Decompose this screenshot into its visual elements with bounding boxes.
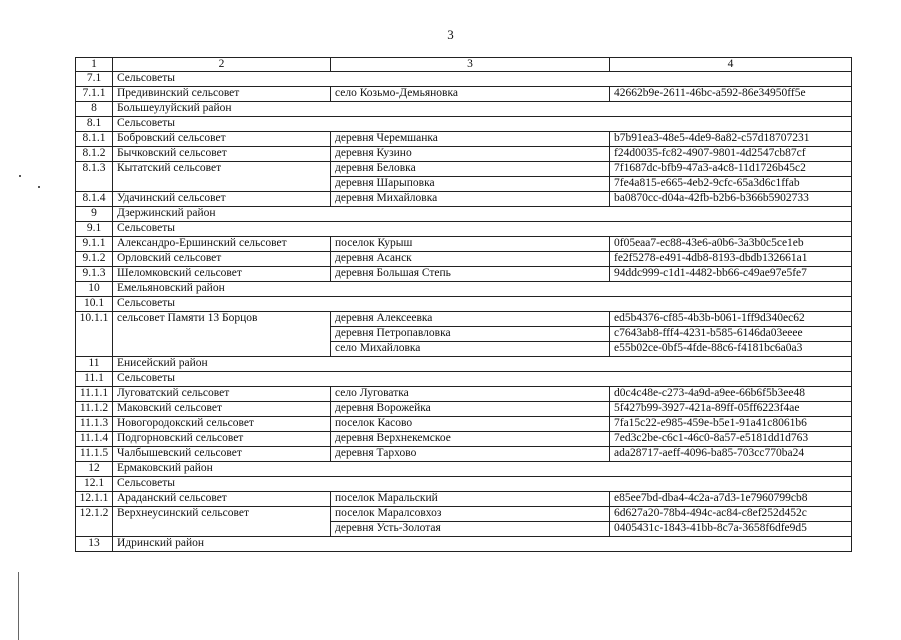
council-name: Предивинский сельсовет: [113, 87, 331, 102]
guid-code: e85ee7bd-dba4-4c2a-a7d3-1e7960799cb8: [610, 492, 852, 507]
guid-code: 42662b9e-2611-46bc-a592-86e34950ff5e: [610, 87, 852, 102]
settlement-name: село Козьмо-Демьяновка: [331, 87, 610, 102]
guid-code: 5f427b99-3927-421a-89ff-05ff6223f4ae: [610, 402, 852, 417]
table-row-continuation: [76, 177, 852, 192]
settlement-name: деревня Петропавловка: [331, 327, 610, 342]
guid-code: ed5b4376-cf85-4b3b-b061-1ff9d340ec62: [610, 312, 852, 327]
margin-mark: [38, 186, 40, 188]
row-number: 8.1.4: [76, 192, 113, 207]
column-header: 4: [610, 58, 852, 72]
section-row: [76, 72, 852, 87]
column-header: 1: [76, 58, 113, 72]
guid-code: c7643ab8-fff4-4231-b585-6146da03eeee: [610, 327, 852, 342]
settlement-name: поселок Курыш: [331, 237, 610, 252]
guid-code: 94ddc999-c1d1-4482-bb66-c49ae97e5fe7: [610, 267, 852, 282]
table-row-continuation: [76, 342, 852, 357]
section-title: Идринский район: [113, 537, 852, 552]
guid-code: ada28717-aeff-4096-ba85-703cc770ba24: [610, 447, 852, 462]
settlement-name: деревня Алексеевка: [331, 312, 610, 327]
row-number: 10.1.1: [76, 312, 113, 327]
column-header: 3: [331, 58, 610, 72]
section-title: Емельяновский район: [113, 282, 852, 297]
table-row: [76, 312, 852, 327]
table-row-continuation: [76, 327, 852, 342]
guid-code: d0c4c48e-c273-4a9d-a9ee-66b6f5b3ee48: [610, 387, 852, 402]
section-title: Сельсоветы: [113, 297, 852, 312]
section-number: 8.1: [76, 117, 113, 132]
settlement-name: деревня Асанск: [331, 252, 610, 267]
row-number: 7.1.1: [76, 87, 113, 102]
settlement-name: поселок Маральский: [331, 492, 610, 507]
settlements-table: [75, 57, 852, 552]
section-number: 10.1: [76, 297, 113, 312]
council-name-empty: [113, 327, 331, 342]
section-title: Сельсоветы: [113, 477, 852, 492]
council-name-empty: [113, 342, 331, 357]
council-name: сельсовет Памяти 13 Борцов: [113, 312, 331, 327]
section-title: Енисейский район: [113, 357, 852, 372]
council-name: Новогородокский сельсовет: [113, 417, 331, 432]
section-title: Дзержинский район: [113, 207, 852, 222]
guid-code: 7fe4a815-e665-4eb2-9cfc-65a3d6c1ffab: [610, 177, 852, 192]
table-row-continuation: [76, 522, 852, 537]
section-row: [76, 372, 852, 387]
settlement-name: деревня Тархово: [331, 447, 610, 462]
row-number-empty: [76, 522, 113, 537]
section-title: Сельсоветы: [113, 72, 852, 87]
section-number: 12: [76, 462, 113, 477]
settlement-name: деревня Верхнекемское: [331, 432, 610, 447]
section-row: [76, 117, 852, 132]
table-row: [76, 87, 852, 102]
section-title: Большеулуйский район: [113, 102, 852, 117]
table-header-row: [76, 58, 852, 72]
row-number: 8.1.3: [76, 162, 113, 177]
settlement-name: деревня Большая Степь: [331, 267, 610, 282]
council-name: Луговатский сельсовет: [113, 387, 331, 402]
guid-code: 7fa15c22-e985-459e-b5e1-91a41c8061b6: [610, 417, 852, 432]
guid-code: f24d0035-fc82-4907-9801-4d2547cb87cf: [610, 147, 852, 162]
guid-code: ba0870cc-d04a-42fb-b2b6-b366b5902733: [610, 192, 852, 207]
section-number: 8: [76, 102, 113, 117]
table-row: [76, 192, 852, 207]
settlement-name: село Луговатка: [331, 387, 610, 402]
table-row: [76, 162, 852, 177]
section-number: 11: [76, 357, 113, 372]
table-row: [76, 267, 852, 282]
settlement-name: деревня Беловка: [331, 162, 610, 177]
section-number: 10: [76, 282, 113, 297]
guid-code: 0f05eaa7-ec88-43e6-a0b6-3a3b0c5ce1eb: [610, 237, 852, 252]
row-number: 12.1.2: [76, 507, 113, 522]
table-row: [76, 507, 852, 522]
row-number: 11.1.2: [76, 402, 113, 417]
settlement-name: село Михайловка: [331, 342, 610, 357]
council-name-empty: [113, 177, 331, 192]
settlement-name: деревня Ворожейка: [331, 402, 610, 417]
table-row: [76, 387, 852, 402]
section-row: [76, 477, 852, 492]
margin-mark: [19, 175, 21, 177]
council-name: Маковский сельсовет: [113, 402, 331, 417]
council-name: Бычковский сельсовет: [113, 147, 331, 162]
section-number: 7.1: [76, 72, 113, 87]
row-number: 9.1.1: [76, 237, 113, 252]
table-row: [76, 492, 852, 507]
guid-code: fe2f5278-e491-4db8-8193-dbdb132661a1: [610, 252, 852, 267]
settlement-name: поселок Касово: [331, 417, 610, 432]
guid-code: 6d627a20-78b4-494c-ac84-c8ef252d452c: [610, 507, 852, 522]
council-name: Бобровский сельсовет: [113, 132, 331, 147]
row-number: 8.1.2: [76, 147, 113, 162]
section-row: [76, 462, 852, 477]
row-number: 9.1.2: [76, 252, 113, 267]
row-number-empty: [76, 177, 113, 192]
council-name: Верхнеусинский сельсовет: [113, 507, 331, 522]
section-row: [76, 207, 852, 222]
section-number: 13: [76, 537, 113, 552]
council-name: Араданский сельсовет: [113, 492, 331, 507]
row-number: 11.1.3: [76, 417, 113, 432]
row-number: 9.1.3: [76, 267, 113, 282]
council-name: Подгорновский сельсовет: [113, 432, 331, 447]
section-title: Сельсоветы: [113, 372, 852, 387]
guid-code: 0405431c-1843-41bb-8c7a-3658f6dfe9d5: [610, 522, 852, 537]
table-row: [76, 132, 852, 147]
table-row: [76, 252, 852, 267]
row-number: 11.1.4: [76, 432, 113, 447]
guid-code: e55b02ce-0bf5-4fde-88c6-f4181bc6a0a3: [610, 342, 852, 357]
section-row: [76, 222, 852, 237]
table-row: [76, 402, 852, 417]
settlement-name: деревня Черемшанка: [331, 132, 610, 147]
council-name: Чалбышевский сельсовет: [113, 447, 331, 462]
row-number: 8.1.1: [76, 132, 113, 147]
council-name: Кытатский сельсовет: [113, 162, 331, 177]
section-row: [76, 537, 852, 552]
table-row: [76, 417, 852, 432]
section-row: [76, 357, 852, 372]
row-number-empty: [76, 342, 113, 357]
row-number: 12.1.1: [76, 492, 113, 507]
section-number: 12.1: [76, 477, 113, 492]
council-name-empty: [113, 522, 331, 537]
guid-code: 7ed3c2be-c6c1-46c0-8a57-e5181dd1d763: [610, 432, 852, 447]
section-title: Ермаковский район: [113, 462, 852, 477]
column-header: 2: [113, 58, 331, 72]
settlement-name: деревня Михайловка: [331, 192, 610, 207]
section-row: [76, 297, 852, 312]
settlement-name: деревня Шарыповка: [331, 177, 610, 192]
council-name: Удачинский сельсовет: [113, 192, 331, 207]
section-number: 9: [76, 207, 113, 222]
table-row: [76, 447, 852, 462]
page-number: 3: [447, 27, 454, 42]
settlement-name: поселок Маралсовхоз: [331, 507, 610, 522]
section-row: [76, 102, 852, 117]
guid-code: b7b91ea3-48e5-4de9-8a82-c57d18707231: [610, 132, 852, 147]
council-name: Шеломковский сельсовет: [113, 267, 331, 282]
table-body: [76, 58, 852, 552]
table-row: [76, 147, 852, 162]
section-title: Сельсоветы: [113, 117, 852, 132]
row-number: 11.1.1: [76, 387, 113, 402]
settlement-name: деревня Усть-Золотая: [331, 522, 610, 537]
council-name: Александро-Ершинский сельсовет: [113, 237, 331, 252]
section-title: Сельсоветы: [113, 222, 852, 237]
row-number-empty: [76, 327, 113, 342]
table-row: [76, 237, 852, 252]
section-number: 9.1: [76, 222, 113, 237]
guid-code: 7f1687dc-bfb9-47a3-a4c8-11d1726b45c2: [610, 162, 852, 177]
scan-edge-line: [18, 572, 19, 640]
section-row: [76, 282, 852, 297]
row-number: 11.1.5: [76, 447, 113, 462]
settlement-name: деревня Кузино: [331, 147, 610, 162]
section-number: 11.1: [76, 372, 113, 387]
council-name: Орловский сельсовет: [113, 252, 331, 267]
table-row: [76, 432, 852, 447]
